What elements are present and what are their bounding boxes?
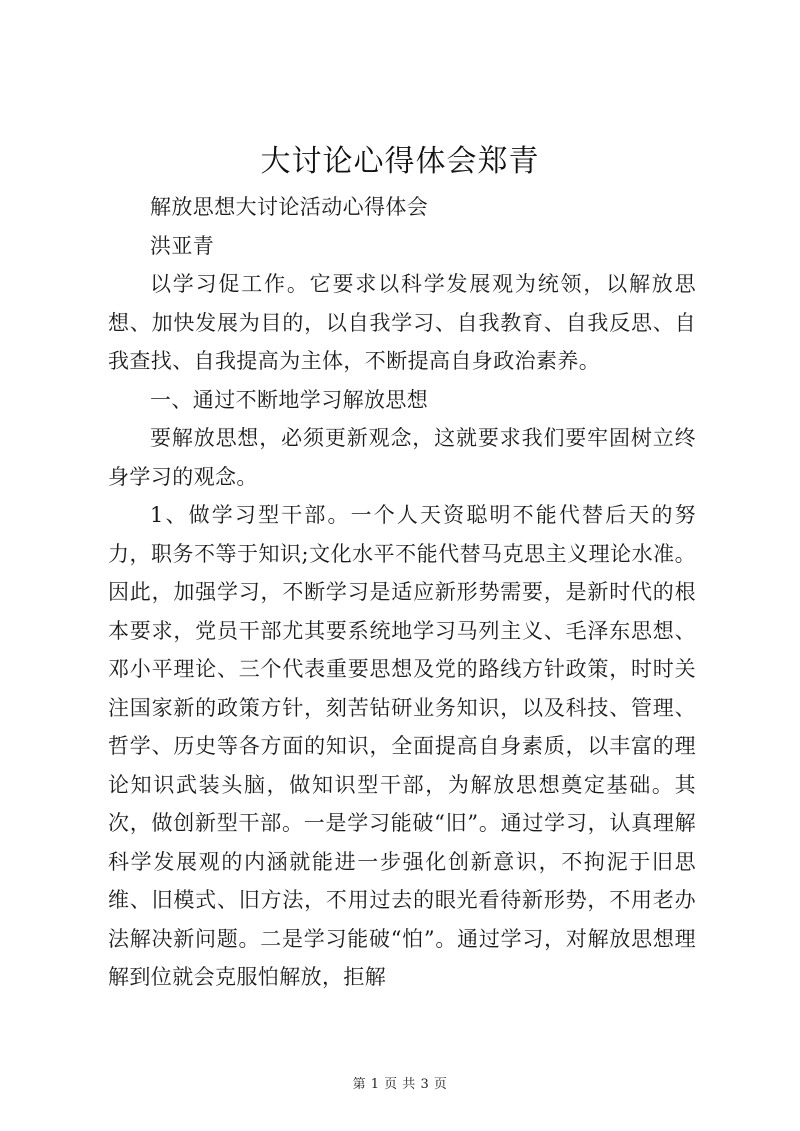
paragraph-subtitle: 解放思想大讨论活动心得体会 (150, 195, 429, 219)
document-body (108, 188, 696, 997)
paragraph-point-one: 1、做学习型干部。一个人天资聪明不能代替后天的努力，职务不等于知识;文化水平不能代替马克思主义理论水准。因此，加强学习，不断学习是适应新形势需要，是新时代的根本要求，党员干部尤其要系统地学习马列主义、毛泽东思想、邓小平理论、三个代表重要思想及党的路线方针政策，时时关注国家新的政策方针，刻苦钻研业务知识，以及科技、管理、哲学、历史等各方面的知识，全面提高自身素质，以丰富的理论知识武装头脑，做知识型干部，为解放思想奠定基础。其次，做创新型干部。一是学习能破“旧”。通过学习，认真理解科学发展观的内涵就能进一步强化创新意识，不拘泥于旧思维、旧模式、旧方法，不用过去的眼光看待新形势，不用老办法解决新问题。二是学习能破“怕”。通过学习，对解放思想理解到位就会克服怕解放，拒解 (108, 503, 696, 989)
paragraph-author: 洪亚青 (150, 233, 215, 258)
paragraph-section-intro: 要解放思想，必须更新观念，这就要求我们要牢固树立终身学习的观念。 (108, 426, 696, 489)
paragraph-section-heading: 一、通过不断地学习解放思想 (150, 387, 429, 412)
document-title: 大讨论心得体会郑青 (260, 144, 540, 179)
page-footer: 第 1 页 共 3 页 (352, 1077, 448, 1092)
paragraph-intro: 以学习促工作。它要求以科学发展观为统领，以解放思想、加快发展为目的，以自我学习、自我教育、自我反思、自我查找、自我提高为主体，不断提高自身政治素养。 (108, 272, 696, 373)
